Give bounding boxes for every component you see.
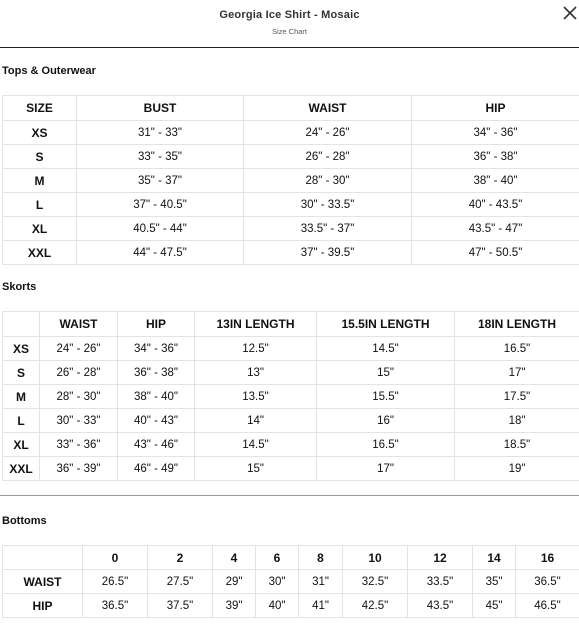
skorts-cell: 16.5" [317, 433, 455, 457]
skorts-cell: 26" - 28" [40, 361, 118, 385]
bottoms-cell: 35" [473, 570, 516, 594]
bottoms-row-label: WAIST [3, 570, 83, 594]
skorts-cell: 43" - 46" [118, 433, 195, 457]
bottoms-column-header: 4 [213, 546, 256, 570]
bottoms-cell: 33.5" [408, 570, 473, 594]
skorts-size-table [2, 311, 579, 481]
bottoms-cell: 36.5" [83, 594, 148, 618]
skorts-column-header: 13IN LENGTH [195, 312, 317, 337]
tops-cell: 35" - 37" [77, 169, 244, 193]
tops-cell: 47" - 50.5" [412, 241, 579, 265]
tops-row-label: S [3, 145, 77, 169]
tops-cell: 43.5" - 47" [412, 217, 579, 241]
table-row [3, 217, 579, 241]
skorts-cell: 15" [195, 457, 317, 481]
bottoms-cell: 26.5" [83, 570, 148, 594]
bottoms-column-header: 14 [473, 546, 516, 570]
bottoms-cell: 40" [256, 594, 299, 618]
bottoms-cell: 32.5" [343, 570, 408, 594]
skorts-cell: 17" [317, 457, 455, 481]
skorts-row-label: L [3, 409, 40, 433]
skorts-row-label: XL [3, 433, 40, 457]
skorts-cell: 12.5" [195, 337, 317, 361]
modal-header [0, 0, 579, 47]
tops-cell: 30" - 33.5" [244, 193, 412, 217]
tops-cell: 33" - 35" [77, 145, 244, 169]
skorts-cell: 36" - 38" [118, 361, 195, 385]
tops-cell: 26" - 28" [244, 145, 412, 169]
bottoms-column-header [3, 546, 83, 570]
tops-cell: 37" - 39.5" [244, 241, 412, 265]
table-row [3, 385, 579, 409]
modal-subtitle: Size Chart [271, 27, 307, 36]
bottoms-column-header: 10 [343, 546, 408, 570]
tops-cell: 44" - 47.5" [77, 241, 244, 265]
skorts-cell: 13.5" [195, 385, 317, 409]
bottoms-column-header: 8 [299, 546, 343, 570]
tops-cell: 28" - 30" [244, 169, 412, 193]
skorts-row-label: XS [3, 337, 40, 361]
skorts-column-header [3, 312, 40, 337]
skorts-cell: 16" [317, 409, 455, 433]
header-divider [0, 47, 579, 48]
bottoms-column-header: 16 [516, 546, 579, 570]
tops-cell: 37" - 40.5" [77, 193, 244, 217]
table-row [3, 121, 579, 145]
table-row [3, 457, 579, 481]
table-row [3, 145, 579, 169]
skorts-row-label: M [3, 385, 40, 409]
bottoms-column-header: 2 [148, 546, 213, 570]
skorts-column-header: 18IN LENGTH [455, 312, 579, 337]
bottoms-column-header: 6 [256, 546, 299, 570]
tops-cell: 38" - 40" [412, 169, 579, 193]
bottoms-size-table [2, 545, 579, 618]
skorts-column-header: WAIST [40, 312, 118, 337]
tops-row-label: M [3, 169, 77, 193]
skorts-cell: 16.5" [455, 337, 579, 361]
bottoms-row-label: HIP [3, 594, 83, 618]
tops-cell: 24" - 26" [244, 121, 412, 145]
tops-cell: 33.5" - 37" [244, 217, 412, 241]
bottoms-cell: 36.5" [516, 570, 579, 594]
table-row [3, 241, 579, 265]
bottoms-cell: 27.5" [148, 570, 213, 594]
tops-row-label: XL [3, 217, 77, 241]
table-row [3, 361, 579, 385]
close-icon[interactable] [562, 5, 578, 21]
section-heading-tops: Tops & Outerwear [2, 65, 96, 77]
table-row [3, 409, 579, 433]
bottoms-column-header: 12 [408, 546, 473, 570]
tops-row-label: L [3, 193, 77, 217]
skorts-cell: 36" - 39" [40, 457, 118, 481]
skorts-column-header: HIP [118, 312, 195, 337]
bottoms-cell: 31" [299, 570, 343, 594]
bottoms-cell: 43.5" [408, 594, 473, 618]
skorts-cell: 40" - 43" [118, 409, 195, 433]
skorts-column-header: 15.5IN LENGTH [317, 312, 455, 337]
skorts-cell: 17" [455, 361, 579, 385]
skorts-row-label: S [3, 361, 40, 385]
skorts-cell: 34" - 36" [118, 337, 195, 361]
table-row [3, 193, 579, 217]
bottoms-cell: 41" [299, 594, 343, 618]
tops-column-header: BUST [77, 96, 244, 121]
bottoms-cell: 46.5" [516, 594, 579, 618]
section-divider [0, 495, 579, 496]
skorts-cell: 14" [195, 409, 317, 433]
skorts-cell: 18.5" [455, 433, 579, 457]
skorts-cell: 19" [455, 457, 579, 481]
bottoms-cell: 39" [213, 594, 256, 618]
tops-cell: 36" - 38" [412, 145, 579, 169]
skorts-cell: 15" [317, 361, 455, 385]
tops-row-label: XS [3, 121, 77, 145]
skorts-cell: 13" [195, 361, 317, 385]
skorts-cell: 15.5" [317, 385, 455, 409]
skorts-cell: 24" - 26" [40, 337, 118, 361]
table-row [3, 594, 579, 618]
bottoms-cell: 42.5" [343, 594, 408, 618]
skorts-cell: 38" - 40" [118, 385, 195, 409]
skorts-cell: 28" - 30" [40, 385, 118, 409]
bottoms-cell: 30" [256, 570, 299, 594]
skorts-cell: 14.5" [317, 337, 455, 361]
skorts-cell: 17.5" [455, 385, 579, 409]
skorts-cell: 14.5" [195, 433, 317, 457]
bottoms-column-header: 0 [83, 546, 148, 570]
tops-row-label: XXL [3, 241, 77, 265]
bottoms-cell: 45" [473, 594, 516, 618]
product-title: Georgia Ice Shirt - Mosaic [219, 9, 360, 21]
table-row [3, 337, 579, 361]
tops-size-table [2, 95, 579, 265]
skorts-row-label: XXL [3, 457, 40, 481]
table-row [3, 433, 579, 457]
skorts-cell: 46" - 49" [118, 457, 195, 481]
tops-cell: 40.5" - 44" [77, 217, 244, 241]
tops-cell: 40" - 43.5" [412, 193, 579, 217]
table-row [3, 570, 579, 594]
skorts-cell: 18" [455, 409, 579, 433]
skorts-cell: 30" - 33" [40, 409, 118, 433]
tops-cell: 34" - 36" [412, 121, 579, 145]
section-heading-skorts: Skorts [2, 281, 37, 293]
tops-column-header: SIZE [3, 96, 77, 121]
skorts-cell: 33" - 36" [40, 433, 118, 457]
tops-column-header: WAIST [244, 96, 412, 121]
tops-cell: 31" - 33" [77, 121, 244, 145]
section-heading-bottoms: Bottoms [2, 515, 47, 527]
bottoms-cell: 37.5" [148, 594, 213, 618]
tops-column-header: HIP [412, 96, 579, 121]
bottoms-cell: 29" [213, 570, 256, 594]
table-row [3, 169, 579, 193]
